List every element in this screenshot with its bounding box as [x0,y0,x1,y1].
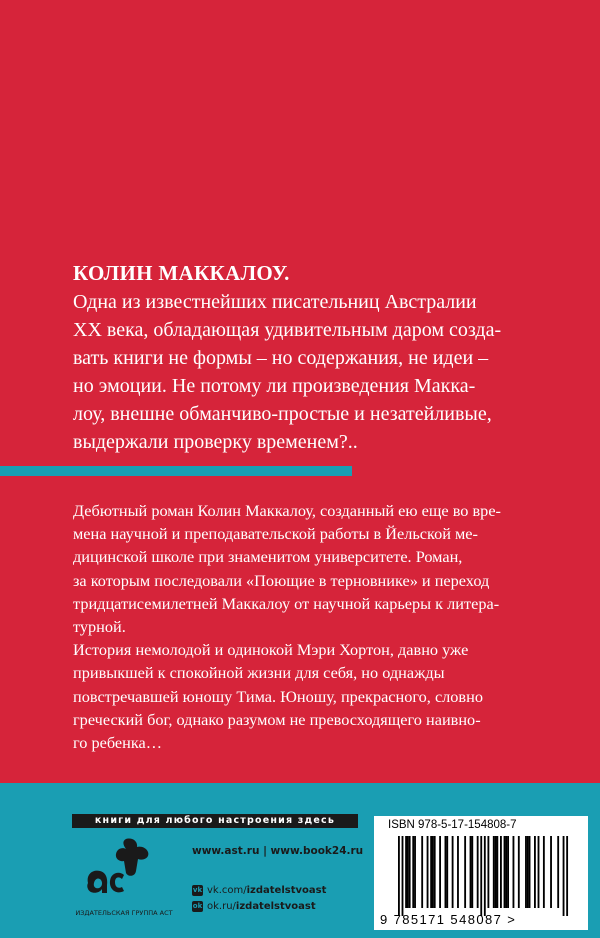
barcode-digits: 9 785171 548087 > [380,912,517,927]
publisher-label: ИЗДАТЕЛЬСКАЯ ГРУППА АСТ [75,909,173,917]
barcode-bar [495,836,497,908]
barcode-bar [445,836,447,908]
social-link[interactable] [192,899,326,913]
barcode-bar [409,836,411,908]
isbn: ISBN 978-5-17-154808-7 [388,819,517,831]
ok-icon: ok [192,901,203,910]
barcode-bar [518,836,520,908]
ast-logo [80,837,156,897]
barcode [388,836,578,924]
barcode-bar [543,836,545,908]
vk-icon: vk [192,885,203,894]
barcode-bar [504,836,506,908]
social-links [192,883,326,915]
social-handle: izdatelstvoast [235,900,316,912]
author-bio-line: Одна из известнейших писательниц Австралии [73,291,477,313]
description-line: го ребенка… [73,733,163,753]
barcode-bar [421,836,423,908]
barcode-bar [493,836,495,908]
barcode-bar [538,836,540,908]
author-bio-line: лоу, внешне обманчиво-простые и незатейливые, [73,403,492,425]
barcode-bar [507,836,509,908]
barcode-bar [414,836,416,908]
barcode-bar [563,836,565,916]
description-line: греческий бог, однако разумом не превосходящего наивно- [73,709,481,729]
barcode-bar [480,836,482,916]
barcode-bar [525,836,527,908]
description-line: дицинской школе при знаменитом университете. Роман, [73,547,463,567]
barcode-bar [513,836,515,908]
barcode-bar [566,836,568,916]
social-prefix: ok.ru/ [207,900,236,912]
author-name: КОЛИН МАККАЛОУ. [73,261,290,285]
barcode-bar [464,836,466,908]
description-line: Дебютный роман Колин Маккалоу, созданный ею еще во вре- [73,501,501,520]
author-block [73,258,543,456]
accent-stripe [0,466,352,476]
barcode-bar [405,836,407,908]
barcode-bar [457,836,459,908]
barcode-bar [529,836,531,908]
barcode-bar [496,836,498,908]
barcode-bar [402,836,404,916]
barcode-bar [527,836,529,908]
barcode-bar [487,836,489,908]
description-line: турной. [73,617,126,637]
author-bio-line: XX века, обладающая удивительным даром созда- [73,319,502,341]
social-link[interactable] [192,883,326,897]
barcode-bar [484,836,486,916]
barcode-bar [505,836,507,908]
barcode-bar [500,836,502,908]
barcode-bar [430,836,432,908]
description-line: повстречавшей юношу Тима. Юношу, прекрасного, словно [73,686,483,706]
book-description [73,499,543,754]
social-prefix: vk.com/ [207,884,247,896]
author-bio [73,288,543,456]
description-line: мена научной и преподавательской работы в Йельской ме- [73,524,478,544]
description-line: История немолодой и одинокой Мэри Хортон, давно уже [73,640,469,660]
barcode-bar [432,836,434,908]
barcode-bar [534,836,536,908]
barcode-bar [407,836,409,908]
description-line: привыкшей к спокойной жизни для себя, но однажды [73,663,445,683]
author-bio-line: но эмоции. Не потому ли произведения Макка- [73,375,476,397]
author-bio-line: выдержали проверку временем?.. [73,431,358,453]
description-line: тридцатисемилетней Маккалоу от научной карьеры к литера- [73,593,500,613]
barcode-bar [470,836,472,908]
barcode-bar [471,836,473,908]
description-line: за которым последовали «Поющие в терновнике» и переход [73,570,490,590]
social-handle: izdatelstvoast [246,884,327,896]
tagline: книги для любого настроения здесь [72,814,358,828]
barcode-bar [427,836,429,908]
barcode-bar [477,836,479,908]
barcode-bar [452,836,454,908]
barcode-bar [434,836,436,908]
barcode-bar [412,836,414,908]
barcode-box [374,816,588,930]
barcode-bar [557,836,559,908]
websites[interactable]: www.ast.ru | www.book24.ru [192,845,364,857]
footer-band [0,783,600,938]
barcode-bar [446,836,448,908]
barcode-bar [398,836,400,916]
barcode-bar [439,836,441,908]
author-bio-line: вать книги не формы – но содержания, не идеи – [73,347,489,369]
barcode-bar [550,836,552,908]
logo-text: аст [84,867,86,868]
